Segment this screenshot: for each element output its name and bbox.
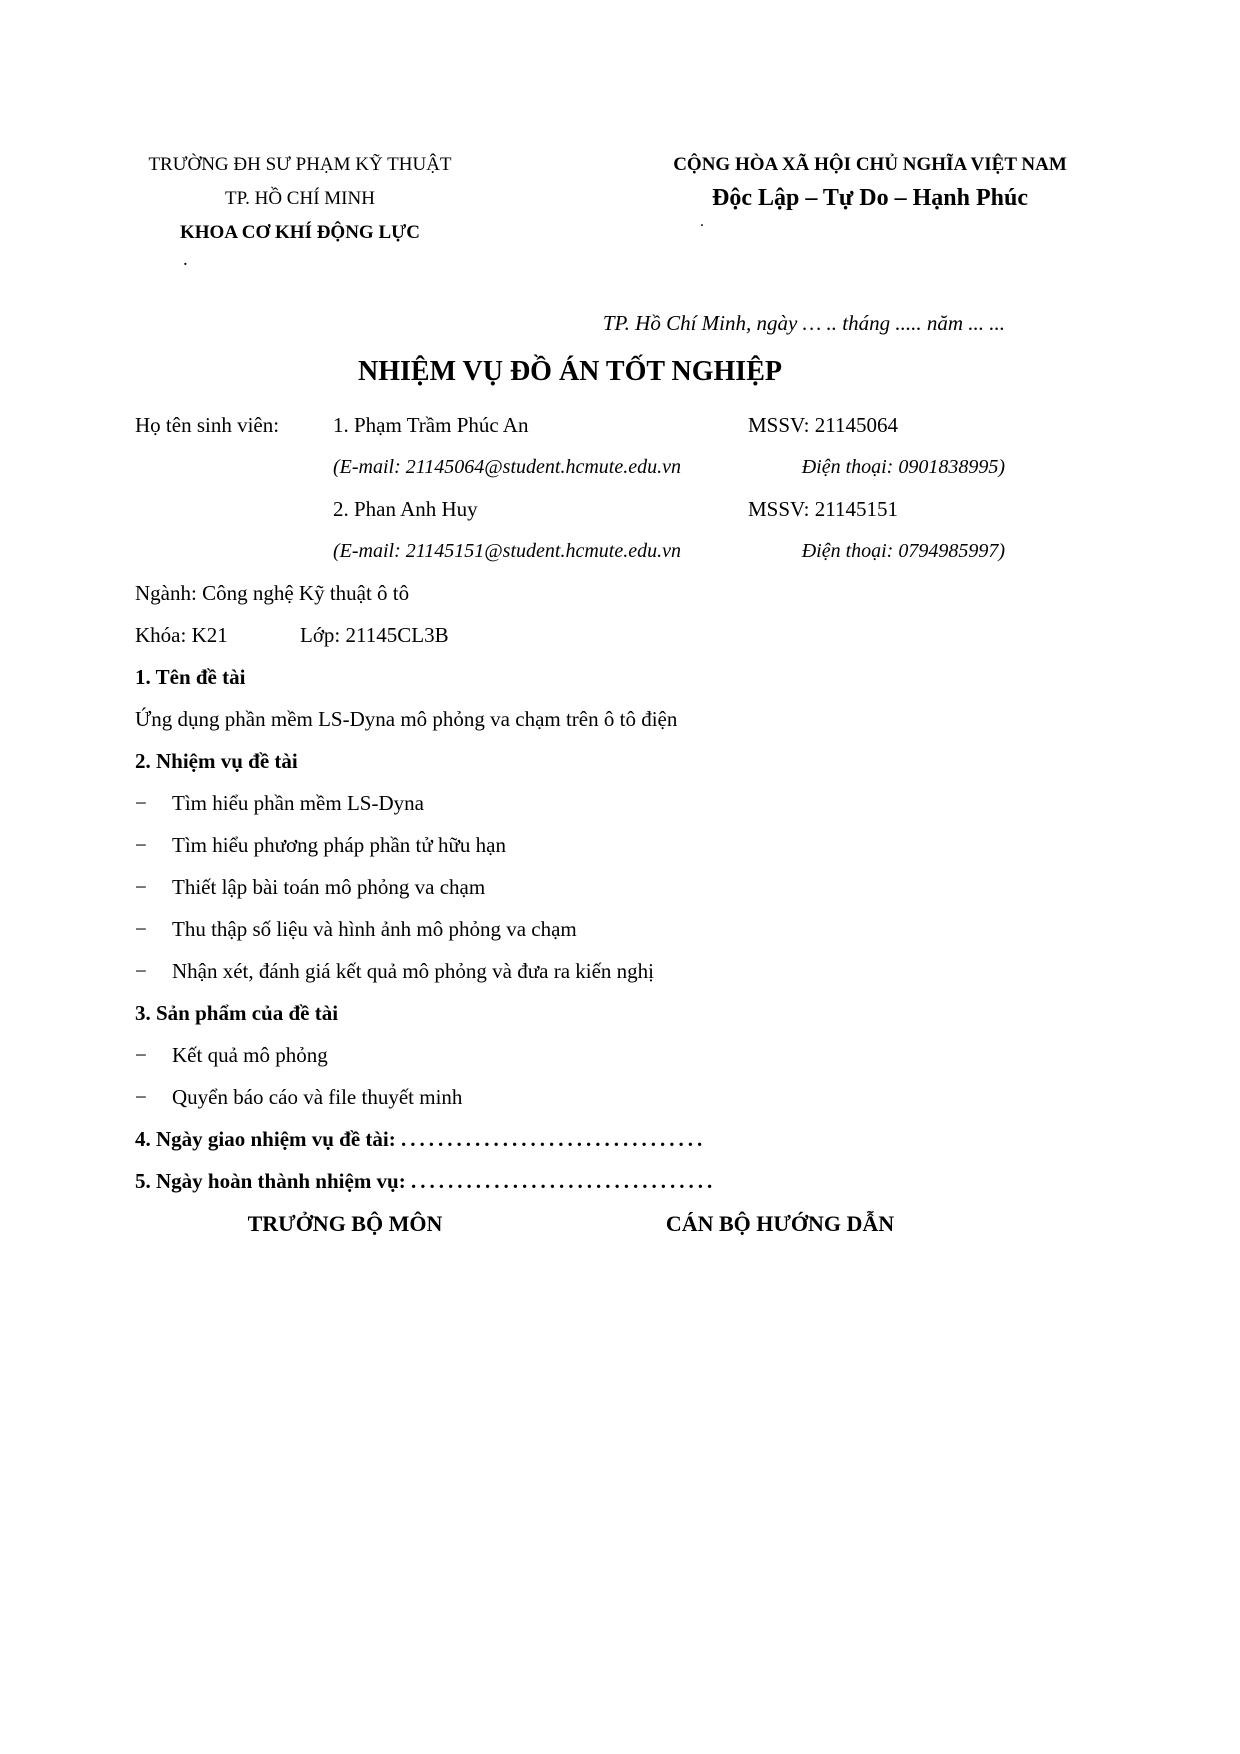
major-row [135, 572, 1005, 614]
list-item [135, 1076, 1005, 1118]
section-2-item-1: Tìm hiểu phần mềm LS-Dyna [172, 791, 424, 815]
student-1-mssv: MSSV: 21145064 [748, 413, 898, 437]
section-2-item-3: Thiết lập bài toán mô phỏng va chạm [172, 875, 486, 899]
student-row-2 [135, 488, 1005, 530]
students-label: Họ tên sinh viên: [135, 413, 280, 437]
section-1-title-row [135, 656, 1005, 698]
list-item [135, 782, 1005, 824]
section-2-title: 2. Nhiệm vụ đề tài [135, 749, 298, 773]
student-2-name: 2. Phan Anh Huy [333, 497, 478, 521]
page-header [135, 148, 1067, 280]
section-3-item-2: Quyển báo cáo và file thuyết minh [172, 1085, 463, 1109]
dash-bullet: − [135, 1043, 147, 1067]
section-2-item-2: Tìm hiểu phương pháp phần tử hữu hạn [172, 833, 506, 857]
student-2-contact-row [135, 530, 1005, 572]
section-4-row [135, 1118, 1005, 1160]
student-1-phone: Điện thoại: 0901838995) [801, 456, 1005, 478]
major-text: Ngành: Công nghệ Kỹ thuật ô tô [135, 581, 410, 605]
student-1-contact-row [135, 446, 1005, 488]
page-title: NHIỆM VỤ ĐỒ ÁN TỐT NGHIỆP [358, 356, 782, 387]
list-item [135, 950, 1005, 992]
student-1-email: (E-mail: 21145064@student.hcmute.edu.vn [333, 456, 681, 478]
student-2-email: (E-mail: 21145151@student.hcmute.edu.vn [333, 540, 681, 562]
list-item [135, 908, 1005, 950]
cohort-class-row [135, 614, 1005, 656]
student-row-1 [135, 404, 1005, 446]
document-body [135, 404, 1005, 1246]
section-1-body-row [135, 698, 1005, 740]
class-text: Lớp: 21145CL3B [300, 623, 449, 647]
section-5-row [135, 1160, 1005, 1202]
list-item [135, 866, 1005, 908]
dash-bullet: − [135, 959, 147, 983]
section-2-item-5: Nhận xét, đánh giá kết quả mô phỏng và đưa ra kiến nghị [172, 959, 655, 983]
section-4-title: 4. Ngày giao nhiệm vụ đề tài: [135, 1127, 402, 1151]
student-2-mssv: MSSV: 21145151 [748, 497, 898, 521]
national-motto-line2: Độc Lập – Tự Do – Hạnh Phúc [711, 185, 1029, 211]
section-1-title: 1. Tên đề tài [135, 665, 246, 689]
list-item [135, 1034, 1005, 1076]
signature-row [135, 1202, 1005, 1246]
cohort-text: Khóa: K21 [135, 623, 228, 647]
signature-head-of-department: TRƯỞNG BỘ MÔN [247, 1211, 443, 1236]
university-header-block [135, 148, 465, 280]
national-header-block [655, 148, 1085, 280]
section-5-title: 5. Ngày hoàn thành nhiệm vụ: [135, 1169, 411, 1193]
dash-bullet: − [135, 833, 147, 857]
dash-bullet: − [135, 791, 147, 815]
student-2-phone: Điện thoại: 0794985997) [801, 540, 1005, 562]
section-3-title-row [135, 992, 1005, 1034]
dash-bullet: − [135, 1085, 147, 1109]
student-1-contact [333, 446, 1005, 488]
date-line: TP. Hồ Chí Minh, ngày … .. tháng ..... năm ... ... [602, 311, 1005, 335]
section-1-body: Ứng dụng phần mềm LS-Dyna mô phỏng va chạm trên ô tô điện [135, 707, 678, 731]
dash-bullet: − [135, 875, 147, 899]
dash-bullet: − [135, 917, 147, 941]
student-1-name: 1. Phạm Trầm Phúc An [333, 413, 529, 437]
signature-supervisor: CÁN BỘ HƯỚNG DẪN [665, 1211, 895, 1236]
faculty-name: KHOA CƠ KHÍ ĐỘNG LỰC [180, 222, 420, 243]
university-name-line1: TRƯỜNG ĐH SƯ PHẠM KỸ THUẬT [148, 154, 452, 175]
section-3-item-1: Kết quả mô phỏng [172, 1043, 328, 1067]
university-name-line2: TP. HỒ CHÍ MINH [225, 188, 375, 209]
section-2-item-4: Thu thập số liệu và hình ảnh mô phỏng va chạm [172, 917, 577, 941]
national-motto-line1: CỘNG HÒA XÃ HỘI CHỦ NGHĨA VIỆT NAM [673, 154, 1067, 175]
section-3-title: 3. Sản phẩm của đề tài [135, 1001, 339, 1025]
list-item [135, 824, 1005, 866]
decorative-dot-left: . [183, 249, 188, 270]
fill-in-dots: ................................. [401, 1127, 707, 1151]
fill-in-dots: ................................. [410, 1169, 717, 1193]
section-2-title-row [135, 740, 1005, 782]
student-2-contact [333, 530, 1005, 572]
decorative-dot-right: . [700, 213, 704, 230]
